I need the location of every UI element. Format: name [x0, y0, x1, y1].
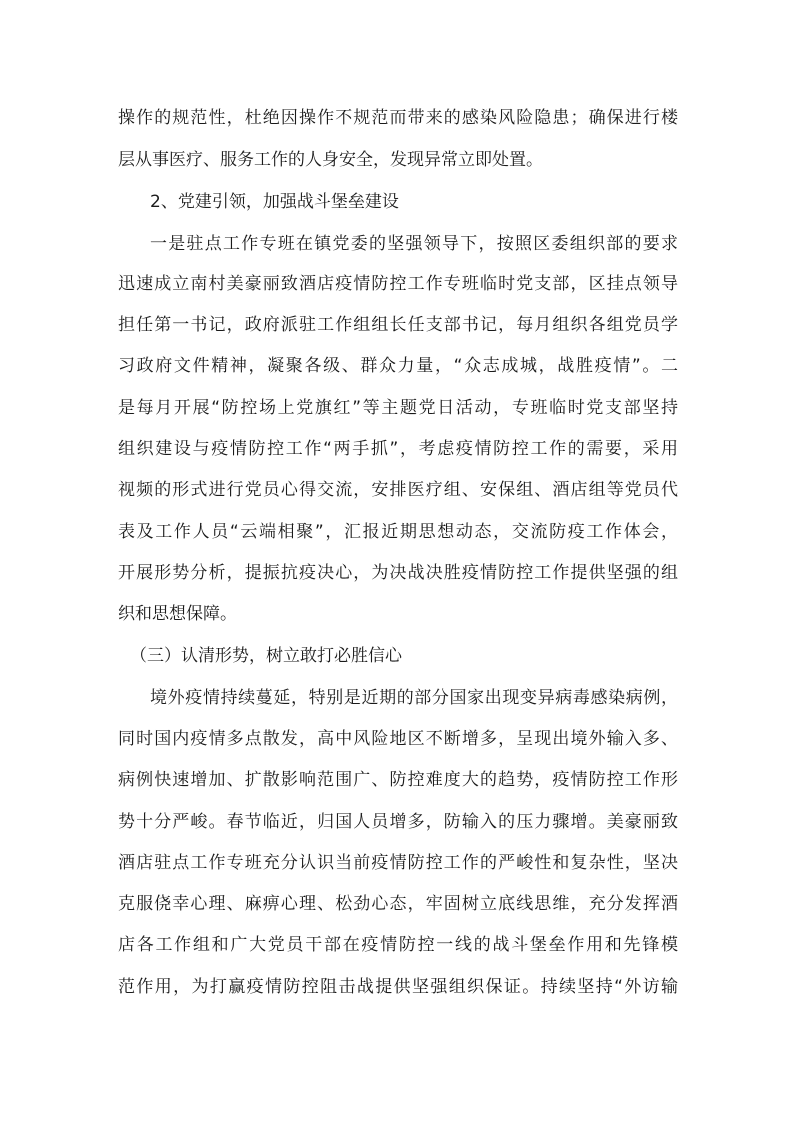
- body-text-line: 势十分严峻。春节临近，归国人员增多，防输入的压力骤增。美豪丽致: [118, 812, 678, 832]
- body-text-line: 范作用，为打赢疫情防控阻击战提供坚强组织保证。持续坚持“外访输: [118, 977, 678, 997]
- body-text-line: 是每月开展“防控场上党旗红”等主题党日活动，专班临时党支部坚持: [118, 398, 678, 418]
- body-text-line: 迅速成立南村美豪丽致酒店疫情防控工作专班临时党支部，区挂点领导: [118, 274, 678, 294]
- body-text-line: 克服侥幸心理、麻痹心理、松劲心态，牢固树立底线思维，充分发挥酒: [118, 894, 678, 914]
- body-text-line: 操作的规范性，杜绝因操作不规范而带来的感染风险隐患；确保进行楼: [118, 108, 678, 128]
- body-text-line: 病例快速增加、扩散影响范围广、防控难度大的趋势，疫情防控工作形: [118, 770, 678, 790]
- body-text-line: 开展形势分析，提振抗疫决心，为决战决胜疫情防控工作提供坚强的组: [118, 563, 678, 583]
- body-text-line: 织和思想保障。: [118, 604, 237, 624]
- body-text-line: 表及工作人员“云端相聚”，汇报近期思想动态，交流防疫工作体会，: [118, 522, 678, 542]
- body-text-line: 境外疫情持续蔓延，特别是近期的部分国家出现变异病毒感染病例，: [150, 688, 678, 708]
- section-heading: （三）认清形势，树立敢打必胜信心: [130, 646, 402, 666]
- body-text-line: 同时国内疫情多点散发，高中风险地区不断增多，呈现出境外输入多、: [118, 729, 678, 749]
- body-text-line: 酒店驻点工作专班充分认识当前疫情防控工作的严峻性和复杂性，坚决: [118, 853, 678, 873]
- body-text-line: 担任第一书记，政府派驻工作组组长任支部书记，每月组织各组党员学: [118, 315, 678, 335]
- body-text-line: 视频的形式进行党员心得交流，安排医疗组、安保组、酒店组等党员代: [118, 480, 678, 500]
- section-heading: 2、党建引领，加强战斗堡垒建设: [150, 192, 399, 212]
- body-text-line: 层从事医疗、服务工作的人身安全，发现异常立即处置。: [118, 150, 543, 170]
- body-text-line: 组织建设与疫情防控工作“两手抓”，考虑疫情防控工作的需要，采用: [118, 439, 678, 459]
- body-text-line: 习政府文件精神，凝聚各级、群众力量，“众志成城，战胜疫情”。二: [118, 356, 678, 376]
- body-text-line: 店各工作组和广大党员干部在疫情防控一线的战斗堡垒作用和先锋模: [118, 935, 678, 955]
- body-text-line: 一是驻点工作专班在镇党委的坚强领导下，按照区委组织部的要求: [150, 234, 678, 254]
